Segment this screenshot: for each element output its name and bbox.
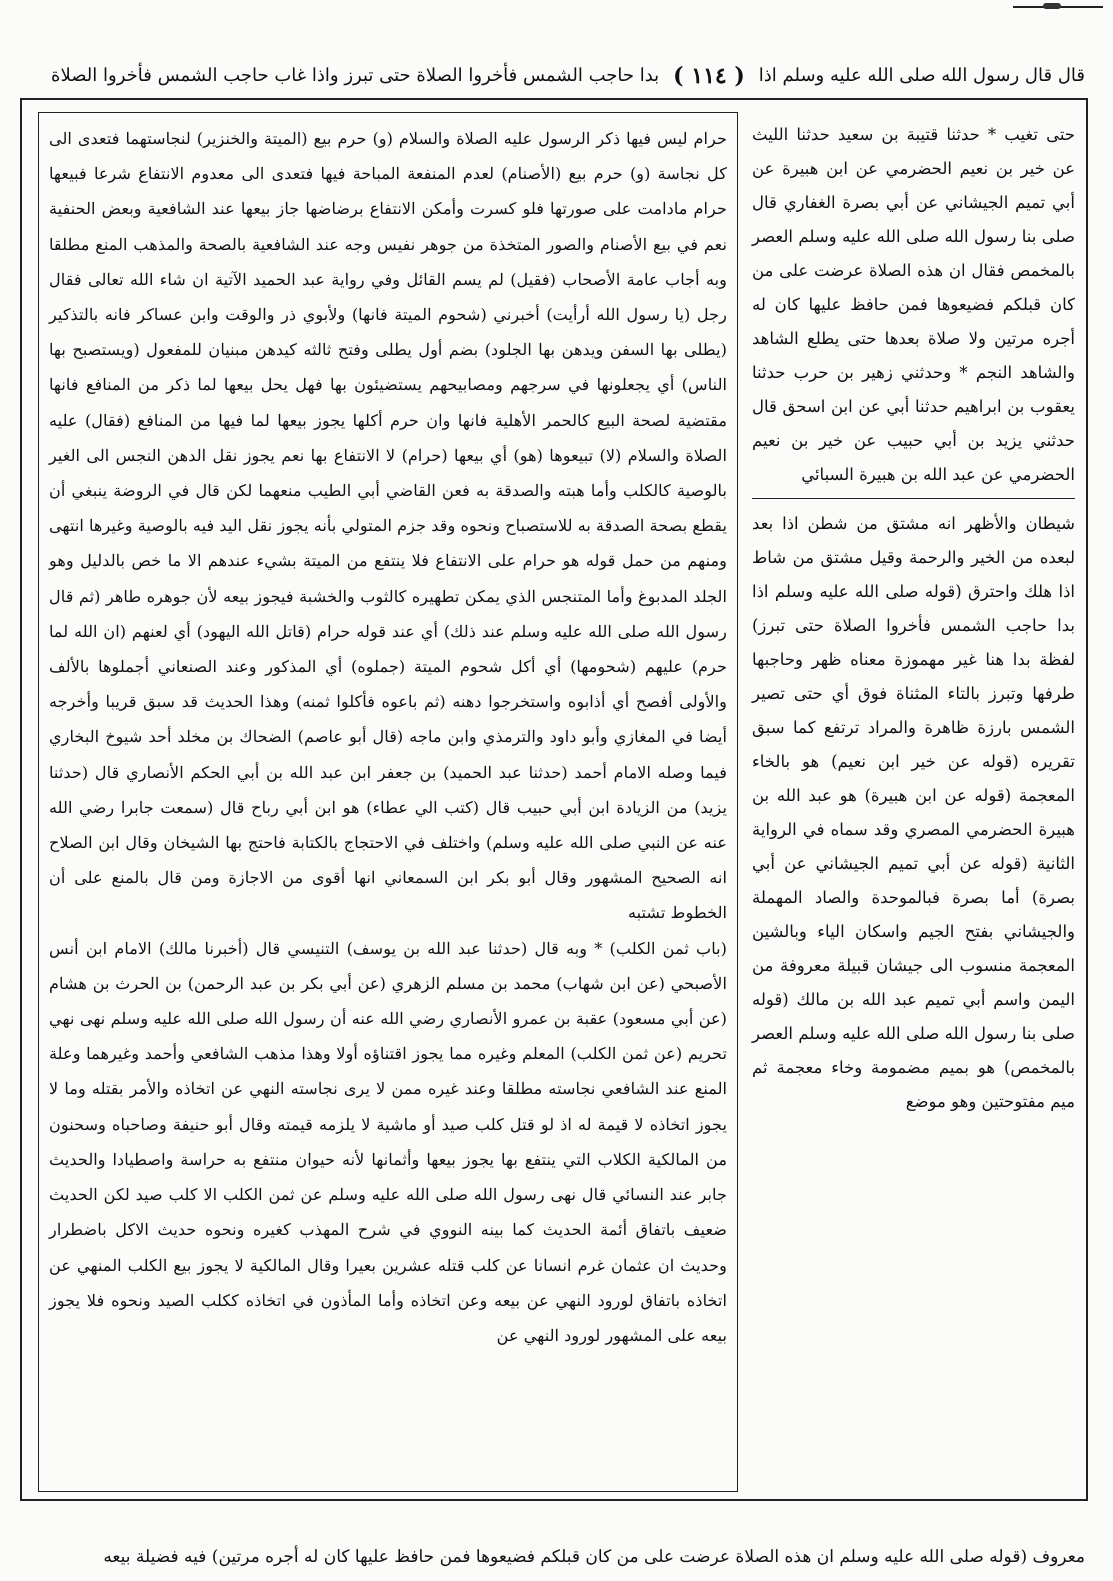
column-divider (752, 498, 1075, 499)
running-header (45, 58, 1085, 94)
main-column (38, 112, 738, 1492)
footer-line: معروف (قوله صلى الله عليه وسلم ان هذه الصلاة عرضت على من كان قبلكم فضيعوها فمن حافظ عليها كان له أجره مرتين) فيه فضيلة بيعه (103, 1547, 1085, 1567)
matn-paragraph: حتى تغيب * حدثنا قتيبة بن سعيد حدثنا الليث عن خير بن نعيم الحضرمي عن ابن هبيرة عن أبي تميم الجيشاني عن أبي بصرة الغفاري قال صلى بنا رسول الله صلى الله عليه وسلم العصر بالمخمص فقال ان هذه الصلاة عرضت على من كان قبلكم فضيعوها فمن حافظ عليها كان له أجره مرتين ولا صلاة بعدها حتى يطلع الشاهد والشاهد النجم * وحدثني زهير بن حرب حدثنا يعقوب بن ابراهيم حدثنا أبي عن ابن اسحق قال حدثني يزيد بن أبي حبيب عن خير بن نعيم الحضرمي عن عبد الله بن هبيرة السبائي (752, 125, 1075, 484)
commentary-paragraph: (باب ثمن الكلب) * وبه قال (حدثنا عبد الله بن يوسف) التنيسي قال (أخبرنا مالك) الامام ابن أنس الأصبحي (عن ابن شهاب) محمد بن مسلم الزهري (عن أبي بكر بن عبد الرحمن) بن الحرث بن هشام (عن أبي مسعود) عقبة بن عمرو الأنصاري رضي الله عنه أن رسول الله صلى الله عليه وسلم نهى نهي تحريم (عن ثمن الكلب) المعلم وغيره مما يجوز اقتناؤه أولا وهذا مذهب الشافعي وأحمد وغيرهما وعلة المنع عند الشافعي نجاسته مطلقا وعند غيره ممن لا يرى نجاسته النهي عن اتخاذه والأمر بقتله وما لا يجوز اتخاذه لا قيمة له اذ لو قتل كلب صيد أو ماشية لا يلزمه قيمته وقال أبو حنيفة وصاحباه وسحنون من المالكية الكلاب التي ينتفع بها يجوز بيعها وأثمانها لأنه حيوان منتفع به حراسة واصطيادا والحديث جابر عند النسائي قال نهى رسول الله صلى الله عليه وسلم عن ثمن الكلب الا كلب صيد لكن الحديث ضعيف باتفاق أئمة الحديث كما بينه النووي في شرح المهذب كغيره ونحوه حديث الاكل باضطرار وحديث ان عثمان غرم انسانا عن كلب قتله عشرين بعيرا وقال المالكية لا يجوز بيع الكلب المنهي عن اتخاذه باتفاق لورود النهي عن بيعه وعن اتخاذه وأما المأذون في اتخاذه ككلب الصيد ونحوه فلا يجوز بيعه على المشهور لورود النهي عن (49, 938, 727, 1345)
commentary-paragraph: حرام ليس فيها ذكر الرسول عليه الصلاة والسلام (و) حرم بيع (الميتة والخنزير) لنجاستهما فتعدى الى كل نجاسة (و) حرم بيع (الأصنام) لعدم المنفعة المباحة فيها فتعدى الى معدوم الانتفاع شرعا فبيعها حرام مادامت على صورتها فلو كسرت وأمكن الانتفاع برضاضها جاز بيعها عند الشافعية وبعض الحنفية نعم في بيع الأصنام والصور المتخذة من جوهر نفيس وجه عند الشافعية بالصحة والمذهب المنع مطلقا وبه أجاب عامة الأصحاب (فقيل) لم يسم القائل وفي رواية عبد الحميد الآتية ان شاء الله تعالى فقال رجل (يا رسول الله أرأيت) أخبرني (شحوم الميتة فانها) ولأبوي ذر والوقت وابن عساكر فانه بالتذكير (يطلى بها السفن ويدهن بها الجلود) بضم أول يطلى وفتح ثالثه كيدهن مبنيان للمفعول (ويستصبح بها الناس) أي يجعلونها في سرجهم ومصابيحهم يستضيئون بها فهل يحل بيعها لما ذكر من المنافع فانها مقتضية لصحة البيع كالحمر الأهلية فانها وان حرم أكلها يجوز بيعها لما فيها من المنافع (فقال) عليه الصلاة والسلام (لا) تبيعوها (هو) أي بيعها (حرام) لا الانتفاع بها نعم يجوز نقل الدهن النجس الى الغير بالوصية كالكلب وأما هبته والصدقة به فعن القاضي أبي الطيب منعهما لكن قال في الروضة ينبغي أن يقطع بصحة الصدقة به للاستصباح ونحوه وقد جزم المتولي بأنه يجوز نقل اليد فيه بالوصية وغيرها انتهى ومنهم من حمل قوله هو حرام على الانتفاع فلا ينتفع من الميتة بشيء عندهم الا ما خص بالدليل وهو الجلد المدبوغ وأما المتنجس الذي يمكن تطهيره كالثوب والخشبة فيجوز بيعه لأن جوهره طاهر (ثم قال رسول الله صلى الله عليه وسلم عند ذلك) أي عند قوله حرام (قاتل الله اليهود) أي لعنهم (ان الله لما حرم) عليهم (شحومها) أي أكل شحوم الميتة (جملوه) أي المذكور وعند الصنعاني أجملوها بالألف والأولى أفصح أي أذابوه واستخرجوا دهنه (ثم باعوه فأكلوا ثمنه) وهذا الحديث قد سبق قريبا وأخرجه أيضا في المغازي وأبو داود والترمذي وابن ماجه (قال أبو عاصم) الضحاك بن مخلد أحد شيوخ البخاري فيما وصله الامام أحمد (حدثنا عبد الحميد) بن جعفر ابن عبد الله بن أبي الحكم الأنصاري قال (حدثنا يزيد) من الزيادة ابن أبي حبيب قال (كتب الي عطاء) هو ابن أبي رباح قال (سمعت جابرا رضي الله عنه عن النبي صلى الله عليه وسلم) واختلف في الاحتجاج بالكتابة فاحتج بها الشيخان وقال ابن الصلاح انه الصحيح المشهور وقال أبو بكر ابن السمعاني انها أقوى من الاجازة ومن قال بالمنع على أن الخطوط تشتبه (49, 129, 727, 923)
sharh-paragraph: شيطان والأظهر انه مشتق من شطن اذا بعد لبعده من الخير والرحمة وقيل مشتق من شاط اذا هلك واحترق (قوله صلى الله عليه وسلم اذا بدا حاجب الشمس فأخروا الصلاة حتى تبرز) لفظة بدا هنا غير مهموزة معناه ظهر وحاجبها طرفها وتبرز بالتاء المثناة فوق أي حتى تصير الشمس بارزة ظاهرة والمراد ترتفع كما سبق تقريره (قوله عن خير ابن نعيم) هو بالخاء المعجمة (قوله عن ابن هبيرة) هو عبد الله بن هبيرة الحضرمي المصري وقد سماه في الرواية الثانية (قوله عن أبي تميم الجيشاني عن أبي بصرة) أما بصرة فبالموحدة والصاد المهملة والجيشاني بفتح الجيم واسكان الياء وبالشين المعجمة منسوب الى جيشان قبيلة معروفة من اليمن واسم أبي تميم عبد الله بن مالك (قوله صلى بنا رسول الله صلى الله عليه وسلم العصر بالمخمص) هو بميم مضمومة وخاء معجمة ثم ميم مفتوحتين وهو موضع (752, 514, 1075, 1111)
commentary-text (49, 121, 727, 1353)
sharh-text (752, 507, 1075, 1119)
corner-scan-mark (1013, 6, 1103, 16)
header-right-text: قال قال رسول الله صلى الله عليه وسلم اذا (758, 65, 1085, 86)
matn-text (752, 118, 1075, 492)
header-left-text: بدا حاجب الشمس فأخروا الصلاة حتى تبرز واذا غاب حاجب الشمس فأخروا الصلاة (51, 65, 660, 86)
side-column (748, 112, 1083, 1492)
page-number: ( ١١٤ ) (673, 63, 745, 89)
